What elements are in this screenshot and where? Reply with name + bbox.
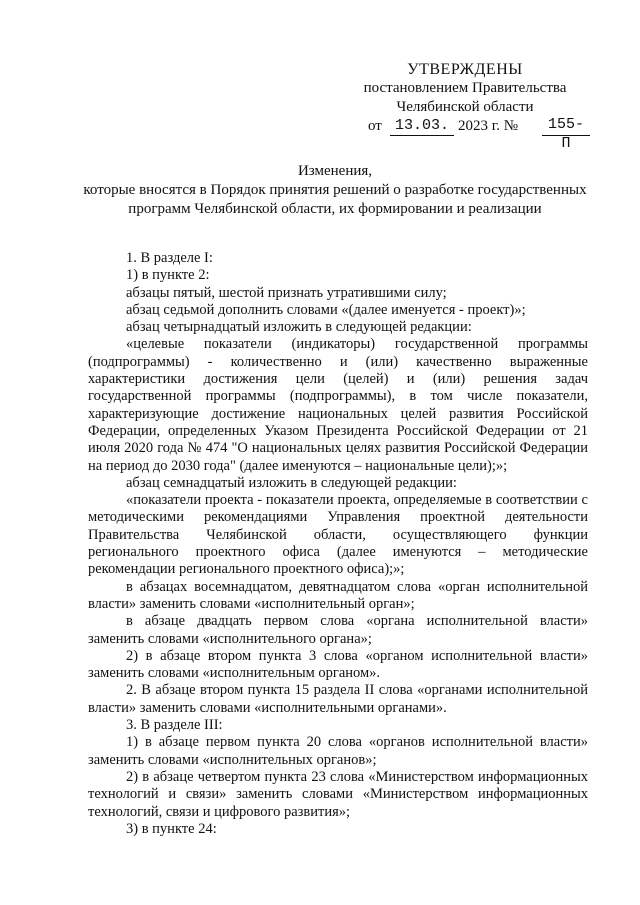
document-title [70, 162, 600, 219]
paragraph-item-1: 1) в пункте 2: [126, 267, 210, 284]
paragraph: абзац четырнадцатый изложить в следующей редакции: [126, 319, 472, 336]
paragraph-quote-indicators: «целевые показатели (индикаторы) государственной программы (подпрограммы) - количественно и (или) качественно выраженные характеристики достижения цели (целей) и (или) решения задач государственной программы (подпрограммы), в том числе показатели, характеризующие достижение национальных целей развития Российской Федерации, определенных Указом Президента Российской Федерации от 21 июля 2020 года № 474 "О национальных целях развития Российской Федерации на период до 2030 года" (далее именуются – национальные цели);»; [88, 336, 588, 474]
paragraph-item-2: 2) в абзаце втором пункта 3 слова «органом исполнительной власти» заменить словами «исполнительным органом». [88, 647, 588, 682]
date-from-label: от [368, 118, 382, 134]
approval-date-line [350, 116, 585, 152]
paragraph-section-1: 1. В разделе I: [126, 250, 213, 266]
approval-heading: УТВЕРЖДЕНЫ [407, 61, 523, 78]
title-line-2: которые вносятся в Порядок принятия решений о разработке государственных [83, 182, 587, 198]
title-line-3: программ Челябинской области, их формировании и реализации [128, 201, 542, 217]
approval-line-1: постановлением Правительства [363, 80, 567, 96]
number-underline [542, 135, 590, 136]
approval-year-label: 2023 г. № [458, 118, 519, 134]
paragraph: в абзацах восемнадцатом, девятнадцатом слова «орган исполнительной власти» заменить словами «исполнительный орган»; [88, 578, 588, 612]
paragraph-item-2: 2) в абзаце четвертом пункта 23 слова «Министерством информационных технологий и связи» заменить словами «Министерством информационных технологий, связи и цифрового развития»; [88, 768, 588, 820]
approval-line-2: Челябинской области [396, 99, 534, 115]
approval-date: 13.03. [394, 117, 449, 134]
document-body [88, 250, 588, 838]
approval-number: 155-П [548, 116, 585, 152]
paragraph: в абзаце двадцать первом слова «органа исполнительной власти» заменить словами «исполнительного органа»; [88, 613, 588, 647]
paragraph-item-1: 1) в абзаце первом пункта 20 слова «органов исполнительной власти» заменить словами «исполнительных органов»; [88, 734, 588, 768]
paragraph: абзац седьмой дополнить словами «(далее именуется - проект)»; [126, 301, 526, 318]
paragraph: абзацы пятый, шестой признать утратившими силу; [126, 284, 447, 301]
paragraph-section-3: 3. В разделе III: [126, 717, 223, 734]
paragraph-section-2: 2. В абзаце втором пункта 15 раздела II слова «органами исполнительной власти» заменить словами «исполнительными органами». [88, 682, 588, 716]
paragraph-quote-project-indicators: «показатели проекта - показатели проекта, определяемые в соответствии с методическими рекомендациями Управления проектной деятельности Правительства Челябинской области, осуществляющего функции регионального проектного офиса (далее именуются – методические рекомендации регионального проектного офиса);»; [88, 492, 588, 578]
title-line-1: Изменения, [297, 163, 373, 179]
date-underline [390, 135, 454, 136]
approval-stamp [350, 60, 585, 152]
paragraph: абзац семнадцатый изложить в следующей редакции: [126, 474, 457, 491]
paragraph-item-3: 3) в пункте 24: [126, 820, 217, 837]
